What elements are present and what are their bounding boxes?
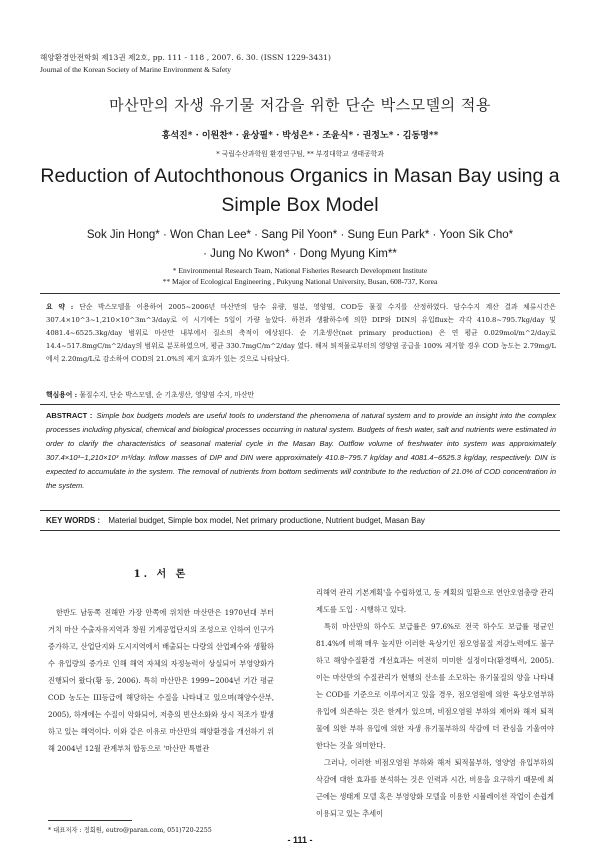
keywords-korean-text: 물질수지, 단순 박스모델, 순 기초생산, 영양염 수지, 마산만 — [79, 391, 255, 399]
divider-lower — [40, 510, 560, 511]
page-number: - 111 - — [287, 835, 313, 845]
abstract-english — [46, 409, 556, 493]
footnote-rule — [48, 820, 132, 821]
divider-bottom — [40, 530, 560, 531]
affiliation-korean: * 국립수산과학원 환경연구팀, ** 부경대학교 생태공학과 — [216, 150, 384, 158]
journal-header-english: Journal of the Korean Society of Marine Environment & Safety — [40, 65, 231, 74]
divider-top — [40, 293, 560, 294]
affiliation-english — [0, 265, 600, 287]
keywords-english-label: KEY WORDS : — [46, 516, 101, 525]
abstract-english-text: Simple box budgets models are useful tools to understand the phenomena of natural system and to provide an insight into the complex processes including physical, chemical and biological processes occurring in natural system. Budgets of fresh water, salt and nutrients were estimated in order to clarify the characteristics of seasonal material cycle in the Masan Bay. Outflow volume of freshwater into system was approximately 307.4×10³~1,210×10³ m³/day. Inflow masses of DIP and DIN were approximately 410.8~795.7 kg/day and 4081.4~6525.3 kg/day, respectively. DIN is expected to accumulate in the system. The removal of nutrients from bottom sediments will contribute to the reduction of 21.0% of COD concentration in the system. — [46, 411, 556, 490]
paragraph: 리해역 관리 기본계획'을 수립하였고, 동 계획의 일환으로 연안오염총량 관리제도를 도입 · 시행하고 있다. — [316, 588, 554, 614]
abstract-korean-text: 단순 박스모델을 이용하여 2005~2006년 마산만의 담수 유량, 염분, 영양염, COD등 물질 수지를 산정하였다. 담수수지 계산 결과 체류시간은 307.4×10^3~1,210×10^3m^3/day로 이 시기에는 5일이 가량 높았다. 하천과 생활하수에 의한 DIP와 DIN의 유입flux는 각각 410.8~795.7kg/day 및 4081.4~6525.3kg/day 범위로 마산만 내부에서 질소의 축적이 예상된다. 순 기초생산(net primary production) 은 연 평균 0.029mol/m^2/day로 14.4~517.8mgC/m^2/day의 범위로 분포하였으며, 평균 330.7mgC/m^2/day 였다. 해저 퇴적물로부터의 영양염 공급을 100% 제거할 경우 COD 농도는 2.79mg/L에서 2.20mg/L로 감소하여 COD의 21.0%의 제거 효과가 있는 것으로 나타났다. — [46, 303, 556, 363]
journal-header-korean: 해양환경안전학회 제13권 제2호, pp. 111 - 118 , 2007. 6. 30. (ISSN 1229-3431) — [40, 53, 331, 62]
authors-english — [0, 226, 600, 264]
keywords-english-text: Material budget, Simple box model, Net primary productione, Nutrient budget, Masan Bay — [108, 516, 425, 525]
paragraph: 그러나, 이러한 비점오염원 부하와 해저 퇴적물부하, 영양염 유입부하의 삭감에 대한 효과를 분석하는 것은 인력과 시간, 비용을 요구하기 때문에 최근에는 생태계 모델 혹은 부영양화 모델을 이용한 시뮬레이션 작업이 손쉽게 이용되고 있는 추세이 — [316, 758, 554, 818]
section-heading-introduction: 1. 서 론 — [133, 569, 189, 580]
abstract-korean — [46, 301, 556, 366]
authors-english-line1: Sok Jin Hong* · Won Chan Lee* · Sang Pil Yoon* · Sung Eun Park* · Yoon Sik Cho* — [86, 229, 514, 241]
abstract-english-label: ABSTRACT : — [46, 411, 93, 420]
affiliation-english-line2: ** Major of Ecological Engineering , Pukyung National University, Busan, 608-737, Korea — [162, 277, 438, 286]
body-left-column: 한반도 남동쪽 진해만 가장 안쪽에 위치한 마산만은 1970년대 부터 거치 마산 수출자유지역과 창원 기계공업단지의 조성으로 인하여 인구가 증가하고, 산업단지와 도시지역에서 배출되는 다량의 산업폐수와 생활하수 유입량의 증가로 인해 해역 자체의 자정능력이 상실되어 부영양화가 진행되어 왔다(황 등, 2006). 특히 마산만은 1999~2004년 기간 평균 COD 농도는 III등급에 해당하는 수질을 나타내고 있으며(해양수산부, 2005), 하계에는 수질이 악화되어, 저층의 빈산소화와 상시 적조가 발생하고 있는 해역이다. 이와 같은 이유로 마산만의 해양환경을 개선하기 위해 2004년 12월 관계부처 합동으로 '마산만 특별관 — [48, 608, 274, 753]
title-english-line2: Simple Box Model — [221, 194, 379, 216]
paragraph: 특히 마산만의 하수도 보급률은 97.6%로 전국 하수도 보급률 평균인 81.4%에 비해 매우 높지만 이러한 육상기인 점오염물질 저감노력에도 불구하고 해양수질환경 개선효과는 여전히 미미한 실정이다(환경백서, 2005). 이는 마산만의 수질관리가 현행의 산소를 소모하는 유기물질의 양을 나타내는 COD를 기준으로 이루어지고 있을 경우, 점오염원에 의한 육상오염부하 유입에 의존하는 것은 한계가 있으며, 비점오염원 부하의 제어와 해저 퇴적물에 의한 부하 유입에 의한 자생 유기물부하의 삭감에 더 관심을 기울여야 한다는 것을 의미한다. — [316, 622, 554, 750]
keywords-korean-label: 핵심용어 : — [46, 391, 78, 399]
divider-middle — [40, 404, 560, 405]
title-english — [0, 162, 600, 220]
title-korean: 마산만의 자생 유기물 저감을 위한 단순 박스모델의 적용 — [109, 96, 491, 114]
authors-korean: 홍석진* · 이원찬* · 윤상필* · 박성은* · 조윤식* · 권정노* · 김동명** — [161, 131, 439, 141]
abstract-korean-label: 요 약 : — [46, 303, 74, 311]
body-right-column — [316, 584, 554, 822]
affiliation-english-line1: * Environmental Research Team, National Fisheries Research Development Institute — [172, 266, 428, 275]
authors-english-line2: · Jung No Kwon* · Dong Myung Kim** — [203, 248, 397, 260]
footnote-corresponding-author: * 대표저자 : 정회원, eutro@paran.com, 051)720-2255 — [48, 827, 212, 834]
title-english-line1: Reduction of Autochthonous Organics in Masan Bay using a — [40, 165, 560, 187]
keywords-english — [46, 516, 556, 525]
keywords-korean — [46, 389, 556, 399]
